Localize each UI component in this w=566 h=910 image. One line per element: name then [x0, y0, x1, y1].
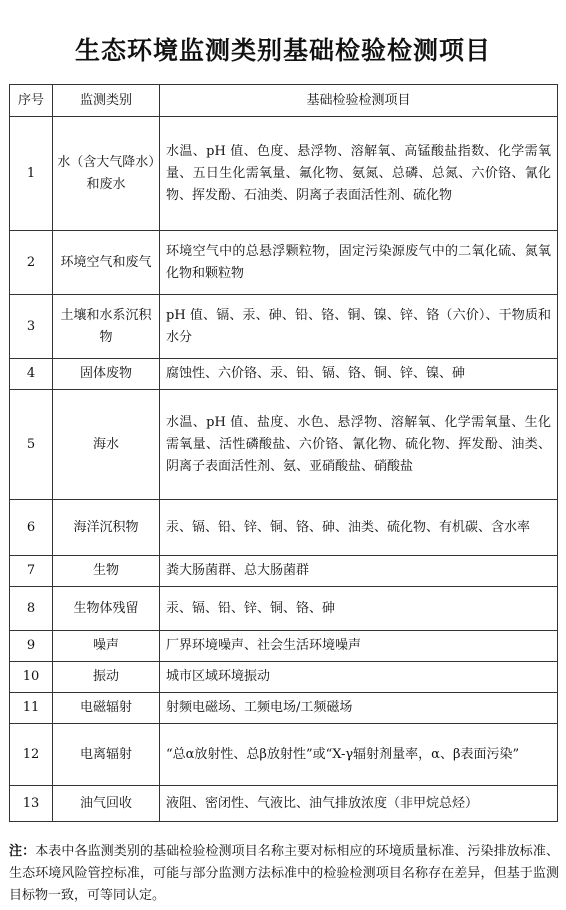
- table-row: [10, 693, 558, 724]
- row-number: 8: [10, 587, 53, 631]
- row-items: 粪大肠菌群、总大肠菌群: [160, 556, 558, 587]
- row-items: 汞、镉、铅、锌、铜、铬、砷、油类、硫化物、有机碳、含水率: [160, 500, 558, 556]
- row-category: 油气回收: [53, 786, 160, 822]
- row-category: 土壤和水系沉积物: [53, 295, 160, 359]
- row-category: 噪声: [53, 631, 160, 662]
- row-category: 水（含大气降水）和废水: [53, 117, 160, 231]
- row-items: 水温、pH 值、色度、悬浮物、溶解氧、高锰酸盐指数、化学需氧量、五日生化需氧量、氟化物、氨氮、总磷、总氮、六价铬、氰化物、挥发酚、石油类、阴离子表面活性剂、硫化物: [160, 117, 558, 231]
- monitoring-items-table: [9, 84, 558, 822]
- table-row: [10, 786, 558, 822]
- row-items: 水温、pH 值、盐度、水色、悬浮物、溶解氧、化学需氧量、生化需氧量、活性磷酸盐、六价铬、氰化物、硫化物、挥发酚、油类、阴离子表面活性剂、氨、亚硝酸盐、硝酸盐: [160, 390, 558, 500]
- row-category: 电离辐射: [53, 724, 160, 786]
- table-row: [10, 724, 558, 786]
- row-number: 4: [10, 359, 53, 390]
- table-row: [10, 587, 558, 631]
- row-category: 固体废物: [53, 359, 160, 390]
- row-category: 生物: [53, 556, 160, 587]
- table-header-row: [10, 85, 558, 117]
- row-category: 振动: [53, 662, 160, 693]
- footnote-label: 注：: [9, 844, 36, 859]
- row-number: 9: [10, 631, 53, 662]
- row-items: 环境空气中的总悬浮颗粒物，固定污染源废气中的二氧化硫、氮氧化物和颗粒物: [160, 231, 558, 295]
- table-row: [10, 500, 558, 556]
- row-number: 3: [10, 295, 53, 359]
- row-number: 2: [10, 231, 53, 295]
- header-items: 基础检验检测项目: [160, 85, 558, 117]
- row-number: 13: [10, 786, 53, 822]
- row-category: 电磁辐射: [53, 693, 160, 724]
- row-number: 10: [10, 662, 53, 693]
- row-category: 生物体残留: [53, 587, 160, 631]
- row-number: 5: [10, 390, 53, 500]
- row-number: 12: [10, 724, 53, 786]
- table-row: [10, 390, 558, 500]
- row-items: pH 值、镉、汞、砷、铅、铬、铜、镍、锌、铬（六价）、干物质和水分: [160, 295, 558, 359]
- table-row: [10, 556, 558, 587]
- row-category: 环境空气和废气: [53, 231, 160, 295]
- row-number: 6: [10, 500, 53, 556]
- row-category: 海洋沉积物: [53, 500, 160, 556]
- table-row: [10, 295, 558, 359]
- document-title: 生态环境监测类别基础检验检测项目: [74, 36, 491, 65]
- row-number: 11: [10, 693, 53, 724]
- table-row: [10, 231, 558, 295]
- row-number: 1: [10, 117, 53, 231]
- row-items: 厂界环境噪声、社会生活环境噪声: [160, 631, 558, 662]
- row-items: 腐蚀性、六价铬、汞、铅、镉、铬、铜、锌、镍、砷: [160, 359, 558, 390]
- table-row: [10, 631, 558, 662]
- row-items: 汞、镉、铅、锌、铜、铬、砷: [160, 587, 558, 631]
- footnote-text: 本表中各监测类别的基础检验检测项目名称主要对标相应的环境质量标准、污染排放标准、生态环境风险管控标准，可能与部分监测方法标准中的检验检测项目名称存在差异，但基于监测目标物一致，可等同认定。: [9, 844, 559, 903]
- header-category: 监测类别: [53, 85, 160, 117]
- table-row: [10, 359, 558, 390]
- table-row: [10, 117, 558, 231]
- row-number: 7: [10, 556, 53, 587]
- row-items: 液阻、密闭性、气液比、油气排放浓度（非甲烷总烃）: [160, 786, 558, 822]
- header-number: 序号: [10, 85, 53, 117]
- row-items: 城市区域环境振动: [160, 662, 558, 693]
- footnote: [9, 841, 559, 907]
- table-row: [10, 662, 558, 693]
- row-items: 射频电磁场、工频电场/工频磁场: [160, 693, 558, 724]
- row-items: “总α放射性、总β放射性”或“X-γ辐射剂量率，α、β表面污染”: [160, 724, 558, 786]
- row-category: 海水: [53, 390, 160, 500]
